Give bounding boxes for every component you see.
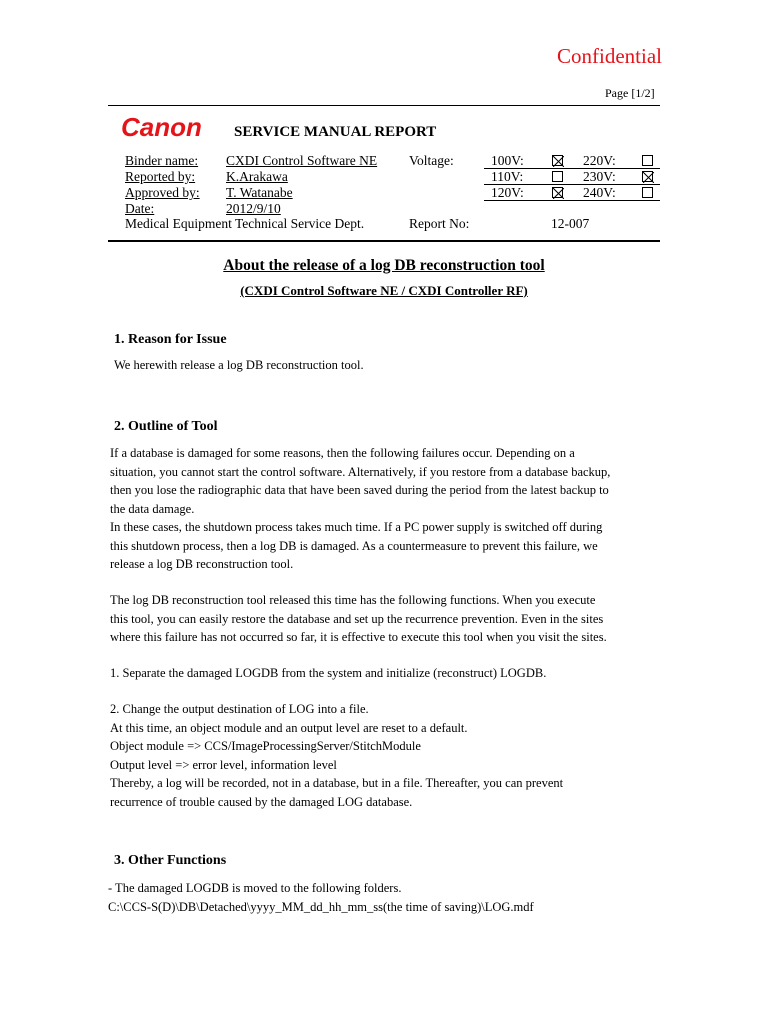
document-title: About the release of a log DB reconstruction tool bbox=[223, 257, 545, 274]
section-2-paragraph-2 bbox=[110, 591, 670, 647]
date-value: 2012/9/10 bbox=[226, 201, 281, 216]
canon-logo: Canon bbox=[121, 112, 202, 142]
checkbox-100v bbox=[552, 155, 563, 166]
text-line: then you lose the radiographic data that have been saved during the period from the latest backup to bbox=[110, 483, 609, 497]
section-1-heading: 1. Reason for Issue bbox=[114, 332, 227, 347]
section-2-item-2 bbox=[110, 700, 670, 811]
text-line: Object module => CCS/ImageProcessingServer/StitchModule bbox=[110, 739, 421, 753]
text-line: recurrence of trouble caused by the damaged LOG database. bbox=[110, 794, 413, 809]
text-line: release a log DB reconstruction tool. bbox=[110, 557, 294, 571]
section-2-item-1 bbox=[110, 664, 670, 683]
text-line: If a database is damaged for some reasons, then the following failures occur. Depending on a bbox=[110, 446, 575, 460]
checkbox-230v bbox=[642, 171, 653, 182]
page-number: Page [1/2] bbox=[605, 86, 655, 100]
text-line: this tool, you can easily restore the database and set up the recurrence prevention. Even in the sites bbox=[110, 611, 604, 626]
voltage-220-label: 220V: bbox=[583, 153, 616, 168]
reported-label: Reported by: bbox=[125, 169, 196, 184]
report-no-value: 12-007 bbox=[551, 216, 590, 231]
department: Medical Equipment Technical Service Dept. bbox=[125, 216, 365, 231]
text-line: In these cases, the shutdown process takes much time. If a PC power supply is switched off during bbox=[110, 520, 603, 534]
approved-value: T. Watanabe bbox=[226, 185, 293, 200]
checkbox-120v bbox=[552, 187, 563, 198]
voltage-rule-2 bbox=[484, 184, 660, 185]
voltage-240-label: 240V: bbox=[583, 185, 616, 200]
checkbox-220v bbox=[642, 155, 653, 166]
section-2-heading: 2. Outline of Tool bbox=[114, 419, 218, 434]
confidential-label: Confidential bbox=[557, 44, 662, 68]
section-3-heading: 3. Other Functions bbox=[114, 853, 227, 868]
text-line: where this failure has not occurred so far, it is effective to execute this tool when you visit the sites. bbox=[110, 630, 607, 644]
text-line: situation, you cannot start the control software. Alternatively, if you restore from a database backup, bbox=[110, 464, 611, 479]
text-line: the data damage. bbox=[110, 501, 195, 516]
text-line: Output level => error level, information level bbox=[110, 757, 337, 772]
date-label: Date: bbox=[125, 201, 155, 216]
section-3-text bbox=[108, 879, 668, 916]
text-line: Thereby, a log will be recorded, not in a database, but in a file. Thereafter, you can prevent bbox=[110, 776, 564, 790]
checkbox-110v bbox=[552, 171, 563, 182]
section-1-text: We herewith release a log DB reconstruction tool. bbox=[114, 358, 364, 372]
report-no-label: Report No: bbox=[409, 216, 470, 231]
voltage-120-label: 120V: bbox=[491, 185, 524, 200]
text-line: The log DB reconstruction tool released this time has the following functions. When you execute bbox=[110, 593, 596, 607]
text-line: 2. Change the output destination of LOG into a file. bbox=[110, 702, 369, 716]
text-line: 1. Separate the damaged LOGDB from the system and initialize (reconstruct) LOGDB. bbox=[110, 666, 547, 680]
voltage-rule-1 bbox=[484, 168, 660, 169]
voltage-230-label: 230V: bbox=[583, 169, 616, 184]
header-bottom-rule bbox=[108, 240, 660, 242]
reported-value: K.Arakawa bbox=[226, 169, 288, 184]
voltage-100-label: 100V: bbox=[491, 153, 524, 168]
voltage-label: Voltage: bbox=[409, 153, 454, 168]
text-line: C:\CCS-S(D)\DB\Detached\yyyy_MM_dd_hh_mm_ss(the time of saving)\LOG.mdf bbox=[108, 899, 534, 914]
binder-value: CXDI Control Software NE bbox=[226, 153, 378, 168]
document-subtitle: (CXDI Control Software NE / CXDI Controller RF) bbox=[240, 283, 528, 298]
top-rule bbox=[108, 105, 660, 106]
checkbox-240v bbox=[642, 187, 653, 198]
report-title: SERVICE MANUAL REPORT bbox=[234, 124, 437, 140]
voltage-110-label: 110V: bbox=[491, 169, 524, 184]
text-line: At this time, an object module and an output level are reset to a default. bbox=[110, 720, 468, 735]
approved-label: Approved by: bbox=[125, 185, 200, 200]
voltage-rule-3 bbox=[484, 200, 660, 201]
text-line: - The damaged LOGDB is moved to the following folders. bbox=[108, 881, 402, 895]
section-2-paragraph-1 bbox=[110, 444, 670, 574]
text-line: this shutdown process, then a log DB is damaged. As a countermeasure to prevent this failure, we bbox=[110, 538, 598, 553]
binder-label: Binder name: bbox=[125, 153, 199, 168]
